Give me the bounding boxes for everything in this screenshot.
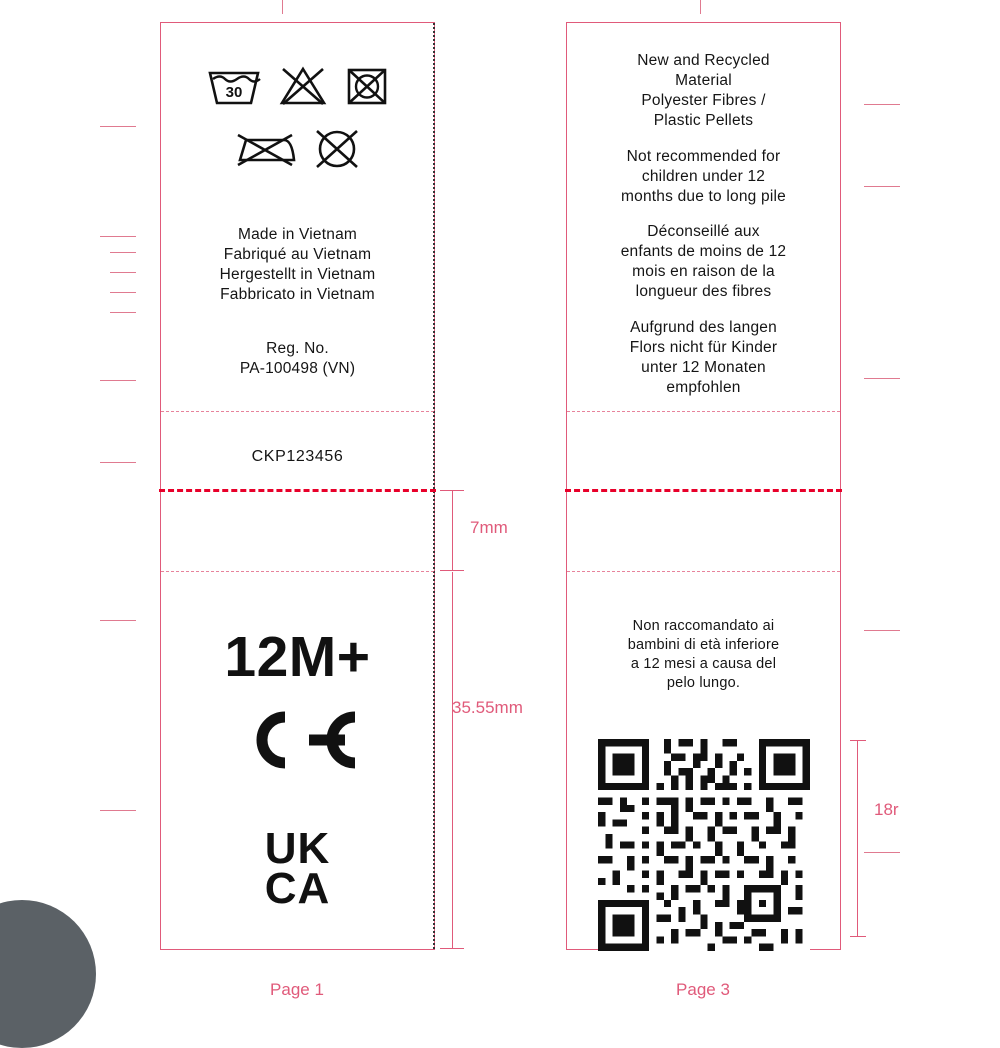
ukca-line-2: CA — [264, 864, 331, 914]
crop-tick — [864, 630, 900, 631]
crop-tick — [100, 380, 136, 381]
fold-line-light — [567, 411, 840, 412]
origin-text — [161, 219, 434, 312]
warning-it-block — [567, 611, 840, 698]
crop-tick — [100, 236, 136, 237]
warning-fr-line: Déconseillé aux — [647, 222, 760, 240]
page-3-caption: Page 3 — [676, 980, 730, 999]
do-not-bleach-icon — [278, 63, 328, 112]
crop-tick — [110, 272, 136, 273]
qr-size-dimension: 18r — [874, 800, 899, 819]
fold-line-strong — [159, 489, 436, 492]
age-grade-area — [161, 623, 434, 692]
crop-tick — [864, 186, 900, 187]
dimension-tick — [850, 740, 866, 741]
panel-height-dimension-line — [452, 572, 453, 948]
warning-it-line: a 12 mesi a causa del — [630, 655, 777, 672]
material-text — [567, 45, 840, 404]
crop-tick — [100, 810, 136, 811]
warning-fr-line: enfants de moins de 12 — [620, 243, 787, 261]
crop-tick — [700, 0, 701, 14]
wash-30-icon — [206, 63, 262, 112]
warning-it-line: pelo lungo. — [666, 674, 741, 691]
label-page-1 — [160, 22, 435, 950]
warning-fr-block — [581, 222, 826, 303]
crop-tick — [864, 104, 900, 105]
svg-text:30: 30 — [225, 84, 242, 101]
dimension-tick — [440, 490, 464, 491]
crop-tick — [864, 852, 900, 853]
ukca-mark-area — [161, 823, 434, 916]
warning-de-block — [581, 318, 826, 399]
ce-mark-area — [161, 701, 434, 779]
qr-size-dimension-line — [857, 740, 858, 936]
crop-tick — [110, 312, 136, 313]
warning-de-line: Aufgrund des langen — [630, 318, 777, 336]
registration-label: Reg. No. — [266, 340, 329, 357]
crop-tick — [110, 252, 136, 253]
warning-it-line: Non raccomandato ai — [632, 618, 775, 634]
qr-code — [598, 739, 810, 951]
article-code: CKP123456 — [251, 448, 344, 465]
ukca-line-1: UK — [264, 824, 331, 873]
fold-gap-dimension: 7mm — [470, 518, 508, 537]
fold-line-light — [161, 411, 434, 412]
label-page-3 — [566, 22, 841, 950]
fold-gap-dimension-line — [452, 490, 453, 570]
origin-line: Fabbricato in Vietnam — [220, 286, 375, 304]
material-line: Plastic Pellets — [653, 112, 754, 130]
crop-tick — [282, 0, 283, 14]
origin-line: Fabriqué au Vietnam — [223, 246, 372, 264]
origin-line: Made in Vietnam — [237, 226, 358, 243]
page-1-caption: Page 1 — [270, 980, 324, 999]
article-code-area — [161, 441, 434, 474]
panel-height-dimension: 35.55mm — [452, 698, 523, 717]
warning-en-line: Not recommended for — [626, 147, 781, 165]
qr-code-area — [567, 733, 840, 957]
crop-tick — [100, 126, 136, 127]
dimension-tick — [440, 948, 464, 949]
ce-mark-icon — [233, 707, 363, 773]
material-line: New and Recycled — [637, 52, 770, 69]
do-not-dry-clean-icon — [312, 126, 362, 175]
registration-number — [161, 333, 434, 385]
material-line: Material — [675, 72, 732, 90]
warning-en-line: children under 12 — [641, 167, 766, 185]
care-symbol-row-2 — [175, 126, 420, 175]
origin-line: Hergestellt in Vietnam — [219, 266, 376, 284]
do-not-iron-icon — [234, 126, 296, 175]
warning-de-line: Flors nicht für Kinder — [629, 338, 778, 356]
fold-line-light — [567, 571, 840, 572]
warning-de-line: empfohlen — [666, 378, 741, 396]
care-symbol-area — [161, 57, 434, 181]
warning-de-line: unter 12 Monaten — [641, 358, 766, 376]
dimension-tick — [850, 936, 866, 937]
warning-en-block — [581, 147, 826, 207]
fold-line-light — [161, 571, 434, 572]
crop-tick — [110, 292, 136, 293]
warning-fr-line: longueur des fibres — [635, 283, 772, 301]
material-line: Polyester Fibres / — [641, 92, 766, 110]
care-symbol-row-1 — [175, 63, 420, 112]
crop-tick — [864, 378, 900, 379]
fold-line-strong — [565, 489, 842, 492]
material-block — [581, 51, 826, 132]
corner-blob — [0, 900, 96, 1048]
registration-value: PA-100498 (VN) — [239, 360, 356, 378]
crop-tick — [100, 462, 136, 463]
warning-fr-line: mois en raison de la — [632, 263, 775, 281]
age-grade: 12M+ — [224, 625, 371, 689]
warning-en-line: months due to long pile — [621, 187, 786, 205]
warning-it-line: bambini di età inferiore — [627, 636, 780, 653]
crop-tick — [100, 620, 136, 621]
dimension-tick — [440, 570, 464, 571]
do-not-tumble-dry-icon — [344, 63, 390, 112]
